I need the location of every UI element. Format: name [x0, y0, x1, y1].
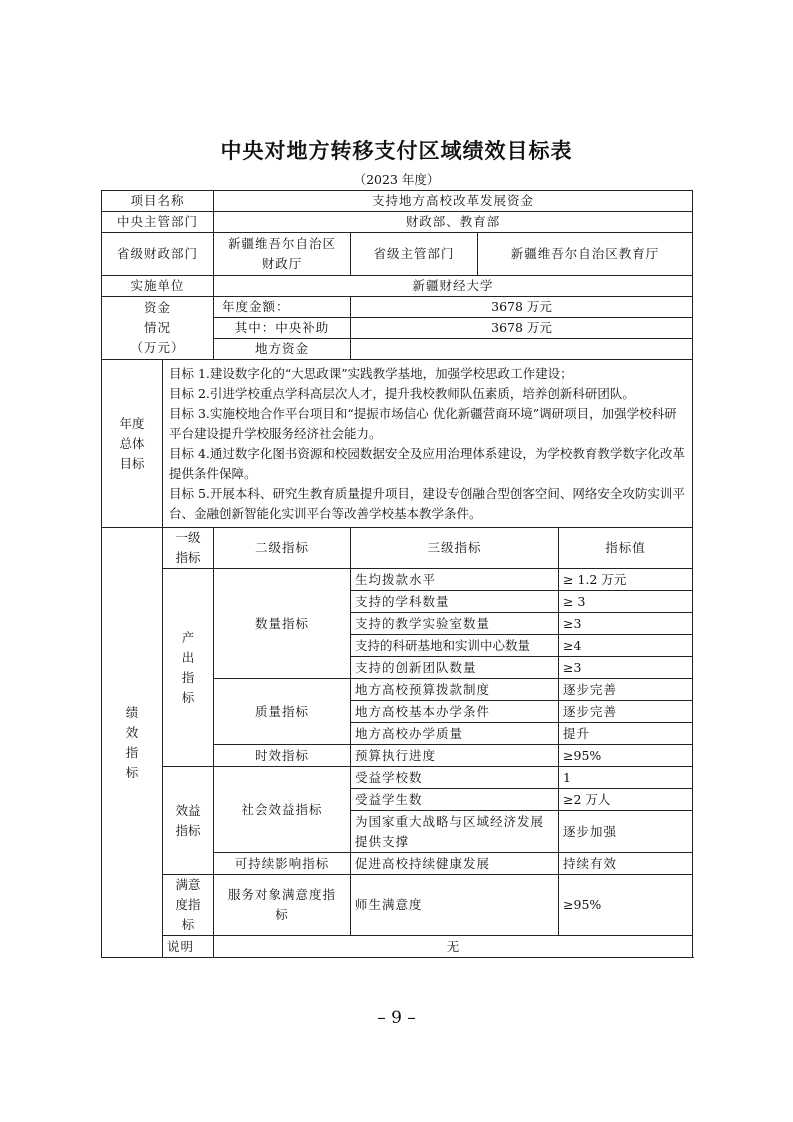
output-label-char-1: 产: [181, 629, 195, 645]
goal-item-2: 目标 2.引进学校重点学科高层次人才，提升我校教师队伍素质，培养创新科研团队。: [169, 385, 635, 401]
service-item-name: 师生满意度: [351, 875, 559, 936]
goals-content: [163, 360, 693, 528]
output-label-char-2: 出: [181, 649, 195, 665]
table-row: [102, 767, 693, 789]
benefit-indicator-label: [163, 767, 214, 875]
quantity-item-5-value: ≥3: [559, 657, 693, 679]
central-dept-label: 中央主管部门: [102, 212, 214, 233]
document-year: （2023 年度）: [353, 172, 440, 187]
header-level1-line1: 一级: [175, 530, 201, 545]
notes-value: 无: [214, 936, 693, 958]
funds-central-label: 其中：中央补助: [214, 318, 351, 339]
funds-local-value: [351, 339, 693, 360]
goal-item-3: 目标 3.实施校地合作平台项目和“提振市场信心 优化新疆营商环境”调研项目，加强学校科研平台建设提升学校服务经济社会能力。: [169, 405, 677, 441]
goals-label-line2: 总体: [119, 435, 145, 451]
header-level1-line2: 指标: [175, 550, 201, 565]
benefit-label-line2: 指标: [175, 822, 201, 838]
indicators-label-char-4: 标: [125, 764, 139, 780]
funds-annual-value: 3678 万元: [351, 297, 693, 318]
sustain-indicator-label: 可持续影响指标: [214, 853, 351, 875]
funds-label-line3: （万元）: [130, 340, 185, 355]
quantity-item-4-value: ≥4: [559, 635, 693, 657]
prov-finance-label: 省级财政部门: [102, 233, 214, 276]
quality-indicator-label: 质量指标: [214, 679, 351, 745]
quality-item-2-value: 逐步完善: [559, 701, 693, 723]
prov-dept-label: 省级主管部门: [351, 233, 478, 275]
satisfaction-label-line1: 满意: [175, 877, 201, 892]
benefit-label-line1: 效益: [175, 802, 201, 818]
table-row: [102, 569, 693, 591]
output-label-char-3: 指: [181, 669, 195, 685]
prov-dept-subtable: [351, 233, 692, 275]
document-title: 中央对地方转移支付区域绩效目标表: [220, 138, 573, 163]
goals-label-line3: 目标: [119, 455, 145, 471]
satisfaction-label-line2: 度指: [175, 897, 201, 912]
social-item-3-value: 逐步加强: [559, 811, 693, 853]
funds-central-value: 3678 万元: [351, 318, 693, 339]
goal-item-5: 目标 5.开展本科、研究生教育质量提升项目，建设专创融合型创客空间、网络安全攻防实训平台、金融创新智能化实训平台等改善学校基本教学条件。: [169, 485, 685, 521]
indicators-label-char-2: 效: [125, 724, 139, 740]
output-label-char-4: 标: [181, 689, 195, 705]
indicators-label-char-3: 指: [125, 744, 139, 760]
table-row: [102, 875, 693, 936]
header-level1: [163, 528, 214, 569]
funds-label-line1: 资金: [144, 300, 172, 315]
goals-label-line1: 年度: [119, 415, 145, 431]
quantity-item-1-name: 生均拨款水平: [351, 569, 559, 591]
project-name-value: 支持地方高校改革发展资金: [214, 191, 693, 212]
row-central-dept: [102, 212, 693, 233]
notes-label: 说明: [163, 936, 214, 958]
quality-item-3-value: 提升: [559, 723, 693, 745]
row-provincial: [102, 233, 693, 276]
social-item-2-name: 受益学生数: [351, 789, 559, 811]
output-indicator-label: [163, 569, 214, 767]
page-number: – 9 –: [377, 1008, 416, 1028]
quantity-item-3-name: 支持的教学实验室数量: [351, 613, 559, 635]
header-level3: 三级指标: [351, 528, 559, 569]
funds-label-line2: 情况: [144, 320, 172, 335]
row-indicator-header: [102, 528, 693, 569]
funds-local-label: 地方资金: [214, 339, 351, 360]
quality-item-1-value: 逐步完善: [559, 679, 693, 701]
social-indicator-label: 社会效益指标: [214, 767, 351, 853]
service-indicator-label: 服务对象满意度指标: [214, 875, 351, 936]
header-level2: 二级指标: [214, 528, 351, 569]
indicators-section-label: [102, 528, 163, 958]
performance-table: [101, 190, 693, 958]
impl-unit-value: 新疆财经大学: [214, 276, 693, 297]
central-dept-value: 财政部、教育部: [214, 212, 693, 233]
quantity-item-2-name: 支持的学科数量: [351, 591, 559, 613]
row-project-name: [102, 191, 693, 212]
satisfaction-indicator-label: [163, 875, 214, 936]
goal-item-1: 目标 1.建设数字化的“大思政课”实践教学基地，加强学校思政工作建设；: [169, 365, 573, 381]
satisfaction-label-line3: 标: [181, 917, 195, 932]
indicators-label-char-1: 绩: [125, 704, 139, 720]
row-funds-annual: [102, 297, 693, 318]
prov-dept-value: 新疆维吾尔自治区教育厅: [510, 246, 660, 261]
timeliness-item-value: ≥95%: [559, 745, 693, 767]
quantity-indicator-label: 数量指标: [214, 569, 351, 679]
row-notes: [102, 936, 693, 958]
quantity-item-1-value: ≥ 1.2 万元: [559, 569, 693, 591]
sustain-item-value: 持续有效: [559, 853, 693, 875]
goal-item-4: 目标 4.通过数字化图书资源和校园数据安全及应用治理体系建设，为学校教育教学数字化改革提供条件保障。: [169, 445, 685, 481]
project-name-label: 项目名称: [102, 191, 214, 212]
funds-label: [102, 297, 214, 360]
quantity-item-4-name: 支持的科研基地和实训中心数量: [351, 635, 559, 657]
impl-unit-label: 实施单位: [102, 276, 214, 297]
quantity-item-5-name: 支持的创新团队数量: [351, 657, 559, 679]
quality-item-3-name: 地方高校办学质量: [351, 723, 559, 745]
social-item-2-value: ≥2 万人: [559, 789, 693, 811]
quality-item-2-name: 地方高校基本办学条件: [351, 701, 559, 723]
quantity-item-3-value: ≥3: [559, 613, 693, 635]
row-goals: [102, 360, 693, 528]
prov-dept-cell: [351, 233, 693, 276]
sustain-item-name: 促进高校持续健康发展: [351, 853, 559, 875]
service-item-value: ≥95%: [559, 875, 693, 936]
goals-label: [102, 360, 163, 528]
quantity-item-2-value: ≥ 3: [559, 591, 693, 613]
social-item-1-name: 受益学校数: [351, 767, 559, 789]
social-item-1-value: 1: [559, 767, 693, 789]
row-impl-unit: [102, 276, 693, 297]
timeliness-indicator-label: 时效指标: [214, 745, 351, 767]
quality-item-1-name: 地方高校预算拨款制度: [351, 679, 559, 701]
prov-finance-value: 新疆维吾尔自治区财政厅: [214, 233, 351, 276]
social-item-3-name: 为国家重大战略与区域经济发展提供支撑: [351, 811, 559, 853]
header-value: 指标值: [559, 528, 693, 569]
funds-annual-label: 年度金额：: [214, 297, 351, 318]
timeliness-item-name: 预算执行进度: [351, 745, 559, 767]
